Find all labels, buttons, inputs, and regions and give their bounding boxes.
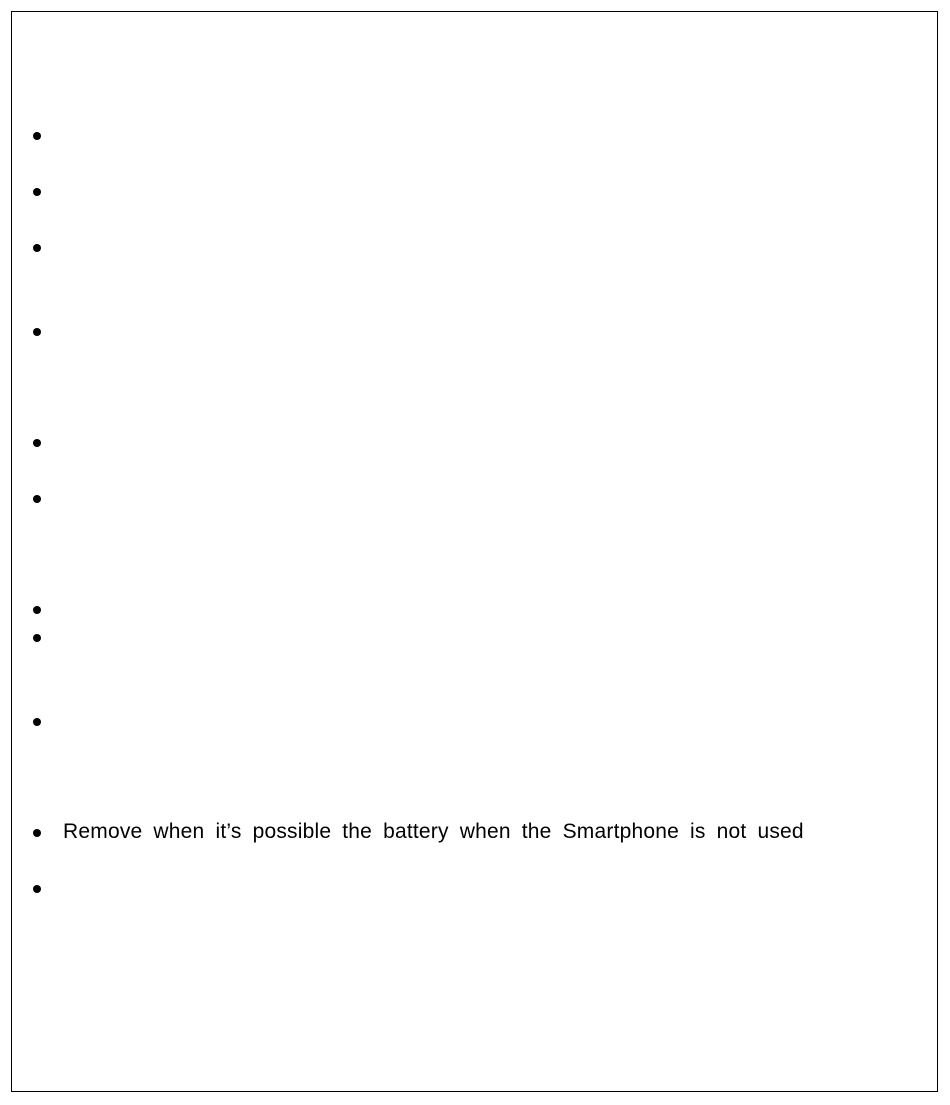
bullet-point	[33, 132, 41, 140]
document-page	[11, 11, 938, 1092]
bullet-text: Remove when it’s possible the battery when the Smartphone is not used	[63, 820, 804, 843]
bullet-point	[33, 885, 41, 893]
bullet-point	[33, 495, 41, 503]
bullet-point	[33, 439, 41, 447]
bullet-point	[33, 244, 41, 252]
bullet-point	[33, 634, 41, 642]
bullet-point	[33, 718, 41, 726]
bullet-point	[33, 188, 41, 196]
bullet-point	[33, 328, 41, 336]
bullet-point	[33, 829, 41, 837]
bullet-point	[33, 606, 41, 614]
